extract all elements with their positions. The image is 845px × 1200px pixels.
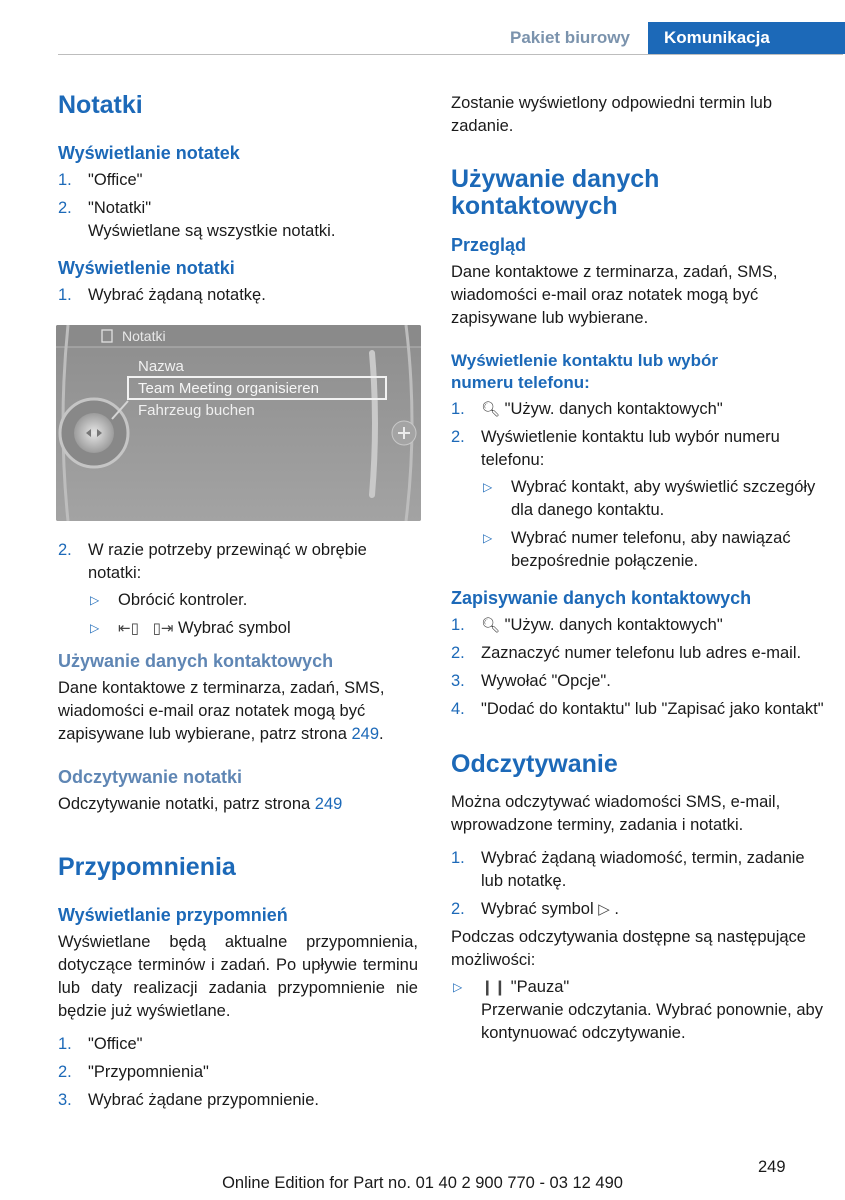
list-item: ▷ Wybrać kontakt, aby wyświetlić szczegóły dla danego kontaktu. [483, 478, 816, 519]
podczas-text: Podczas odczytywania dostępne są następujące możliwości: [451, 928, 806, 969]
wyswietlanie-notatek-list [58, 169, 418, 243]
list-item: 1. "Office" [58, 1035, 143, 1053]
odczytywanie-text: Można odczytywać wiadomości SMS, e-mail, wprowadzone terminy, zadania i notatki. [451, 793, 781, 834]
przypomnienia-list [58, 1033, 418, 1112]
list-item: 4. "Dodać do kontaktu" lub "Zapisać jako kontakt" [451, 700, 824, 718]
wyswietlenie-notatki-list [58, 284, 418, 307]
list-item: 3. Wybrać żądane przypomnienie. [58, 1091, 319, 1109]
list-item: 2. Wybrać symbol ▷ . [451, 898, 826, 921]
wyswietlenie-kontaktu-heading: Wyświetlenie kontaktu lub wybór numeru telefonu: [451, 351, 719, 392]
zapisywanie-list [451, 614, 826, 721]
kontakt-options [481, 476, 826, 573]
top-text: Zostanie wyświetlony odpowiedni termin lub zadanie. [451, 94, 772, 135]
scroll-right-symbol-icon: ▯⇥ [152, 620, 174, 637]
list-item: 1. "Office" [58, 171, 143, 189]
screen-title: Notatki [122, 328, 166, 344]
list-item: ▷ Obrócić kontroler. [90, 591, 248, 609]
screen-item-nazwa: Nazwa [138, 358, 184, 375]
list-item: 2. W razie potrzeby przewinąć w obrębie notatki: ▷ Obrócić kontroler. ▷ ⇤▯ ▯⇥ Wybrać symbol [58, 539, 418, 640]
list-item: 1. 🔍︎ "Używ. danych kontaktowych" [451, 614, 826, 637]
header-rule [58, 54, 843, 55]
notatki-heading: Notatki [58, 91, 143, 119]
uzywanie-danych-text: Dane kontaktowe z terminarza, zadań, SMS, wiadomości e-mail oraz notatek mogą być zapisywane lub wybierane, patrz strona 249. [58, 679, 385, 743]
list-item: 3. Wywołać "Opcje". [451, 672, 611, 690]
uzywanie-danych-kontaktowych-heading: Używanie danych kontaktowych [451, 165, 660, 220]
list-item: ▷ ❙❙ "Pauza" Przerwanie odczytania. Wybrać ponownie, aby kontynuować odczytywanie. [453, 978, 823, 1042]
odczytywanie-notatki-text: Odczytywanie notatki, patrz strona 249 [58, 795, 343, 813]
list-item: 2. Zaznaczyć numer telefonu lub adres e-mail. [451, 644, 802, 662]
page-number: 249 [758, 1158, 786, 1176]
przeglad-heading: Przegląd [451, 235, 527, 255]
list-item: ▷ ⇤▯ ▯⇥ Wybrać symbol [88, 617, 418, 640]
odczytywanie-notatki-heading: Odczytywanie notatki [58, 767, 243, 787]
zapisywanie-heading: Zapisywanie danych kontaktowych [451, 588, 752, 608]
wyswietlanie-przypomnien-heading: Wyświetlanie przypomnień [58, 905, 288, 925]
uzywanie-danych-heading: Używanie danych kontaktowych [58, 651, 334, 671]
contacts-search-icon: 🔍︎ [481, 401, 501, 418]
odczytywanie-list [451, 847, 826, 921]
play-icon: ▷ [598, 901, 610, 918]
przypomnienia-text: Wyświetlane będą aktualne przypomnienia, dotyczące terminów i zadań. Po upływie terminu lub daty realizacji zadania przypomnienie nie będzie już wyświetlane. [58, 933, 418, 1020]
screen-item-team-meeting: Team Meeting organisieren [138, 380, 319, 397]
right-column [451, 92, 826, 1050]
wyswietlenie-notatki-heading: Wyświetlenie notatki [58, 258, 235, 278]
idrive-screen [56, 325, 421, 521]
pause-icon: ❙❙ [481, 979, 507, 996]
scroll-left-symbol-icon: ⇤▯ [118, 620, 139, 637]
scroll-options [88, 589, 418, 640]
list-item: ▷ Wybrać numer telefonu, aby nawiązać bezpośrednie połączenie. [483, 529, 791, 570]
pauza-list [451, 976, 826, 1045]
screen-item-fahrzeug: Fahrzeug buchen [138, 402, 255, 419]
przypomnienia-heading: Przypomnienia [58, 853, 236, 881]
przeglad-text: Dane kontaktowe z terminarza, zadań, SMS, wiadomości e-mail oraz notatek mogą być zapisywane lub wybierane. [451, 263, 778, 327]
page-link-249[interactable]: 249 [351, 725, 380, 743]
list-item: 1. Wybrać żądaną notatkę. [58, 286, 266, 304]
wyswietlenie-kontaktu-list [451, 398, 826, 573]
tab-pakiet-biurowy[interactable]: Pakiet biurowy [510, 28, 630, 47]
list-item: 1. 🔍︎ "Używ. danych kontaktowych" [451, 398, 826, 421]
wyswietlanie-notatek-heading: Wyświetlanie notatek [58, 143, 240, 163]
page-link-249[interactable]: 249 [314, 795, 343, 813]
footer-edition: Online Edition for Part no. 01 40 2 900 770 - 03 12 490 [222, 1174, 623, 1192]
list-item: 2. "Notatki" Wyświetlane są wszystkie notatki. [58, 199, 336, 240]
list-item: 2. "Przypomnienia" [58, 1063, 209, 1081]
scroll-steps-list [58, 539, 418, 640]
list-item: 2. Wyświetlenie kontaktu lub wybór numeru telefonu: ▷ Wybrać kontakt, aby wyświetlić szczegóły dla danego kontaktu. ▷ Wybrać numer telefonu, aby nawiązać bezpośrednie połączenie. [451, 426, 826, 573]
contacts-search-icon: 🔍︎ [481, 617, 501, 634]
odczytywanie-heading: Odczytywanie [451, 750, 618, 778]
tab-komunikacja[interactable]: Komunikacja [648, 22, 845, 54]
left-column [58, 84, 418, 1117]
list-item: 1. Wybrać żądaną wiadomość, termin, zadanie lub notatkę. [451, 849, 805, 890]
